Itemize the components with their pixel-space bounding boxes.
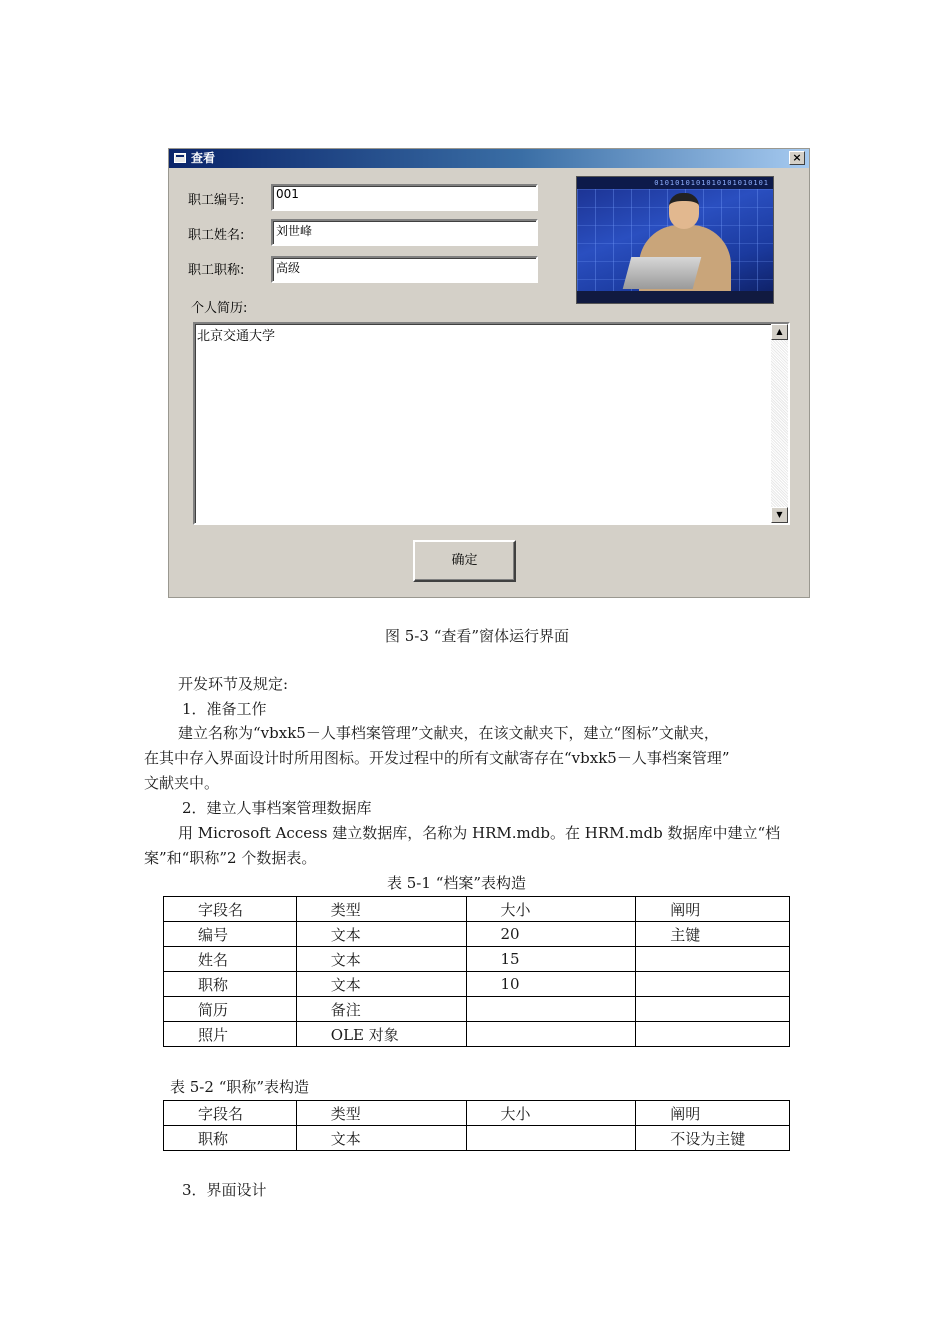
resume-label: 个人简历: — [191, 301, 248, 316]
table-cell: 职称 — [164, 972, 297, 997]
step2-body-line1: 用 Microsoft Access 建立数据库，名称为 HRM.mdb。在 HRM.mdb 数据库中建立“档 — [178, 824, 781, 842]
step1-heading: 1．准备工作 — [182, 700, 267, 718]
table-cell — [636, 1022, 790, 1047]
window-app-icon — [174, 153, 186, 163]
resume-text: 北京交通大学 — [197, 329, 276, 344]
table-cell: 不设为主键 — [636, 1126, 790, 1151]
table1-caption: 表 5-1 “档案”表构造 — [387, 874, 527, 892]
table-header-cell: 大小 — [466, 897, 636, 922]
step1-body-line3: 文献夹中。 — [144, 774, 220, 792]
table-header-row — [164, 897, 790, 922]
table-cell: 20 — [466, 922, 636, 947]
table-cell: 10 — [466, 972, 636, 997]
resume-textarea[interactable] — [193, 322, 790, 525]
table-row — [164, 972, 790, 997]
table-header-cell: 类型 — [296, 1101, 466, 1126]
scroll-up-arrow-icon[interactable]: ▲ — [771, 324, 788, 340]
table-cell: 照片 — [164, 1022, 297, 1047]
table-row — [164, 947, 790, 972]
step1-body-line2: 在其中存入界面设计时所用图标。开发过程中的所有文献寄存在“vbxk5－人事档案管理” — [144, 749, 730, 767]
archive-table — [163, 896, 790, 1047]
table-cell — [466, 1022, 636, 1047]
table-cell: 文本 — [296, 972, 466, 997]
window-title: 查看 — [191, 151, 216, 165]
photo-banner: 0101010101010101010101 — [577, 177, 773, 189]
table-row — [164, 997, 790, 1022]
table-cell: 姓名 — [164, 947, 297, 972]
table-header-cell: 字段名 — [164, 1101, 297, 1126]
employee-name-field[interactable]: 刘世峰 — [271, 219, 538, 246]
employee-id-label: 职工编号: — [188, 193, 245, 208]
table-header-cell: 类型 — [296, 897, 466, 922]
step1-body-line1: 建立名称为“vbxk5－人事档案管理”文献夹，在该文献夹下，建立“图标”文献夹， — [178, 724, 719, 742]
table-cell: OLE 对象 — [296, 1022, 466, 1047]
table-cell — [466, 997, 636, 1022]
table-header-cell: 字段名 — [164, 897, 297, 922]
close-button[interactable]: × — [789, 151, 805, 165]
table-cell: 职称 — [164, 1126, 297, 1151]
figure-caption: 图 5-3 “查看”窗体运行界面 — [385, 627, 570, 645]
table-cell: 文本 — [296, 1126, 466, 1151]
employee-title-field[interactable]: 高级 — [271, 256, 538, 283]
table-header-cell: 大小 — [466, 1101, 636, 1126]
table-header-cell: 阐明 — [636, 897, 790, 922]
step2-heading: 2．建立人事档案管理数据库 — [182, 799, 372, 817]
table2-caption: 表 5-2 “职称”表构造 — [170, 1078, 310, 1096]
table-cell: 文本 — [296, 947, 466, 972]
table-cell — [466, 1126, 636, 1151]
table-cell: 编号 — [164, 922, 297, 947]
table-cell: 15 — [466, 947, 636, 972]
table-cell: 文本 — [296, 922, 466, 947]
table-cell — [636, 997, 790, 1022]
table-cell: 主键 — [636, 922, 790, 947]
table-cell — [636, 947, 790, 972]
table-cell — [636, 972, 790, 997]
table-header-row — [164, 1101, 790, 1126]
scroll-down-arrow-icon[interactable]: ▼ — [771, 507, 788, 523]
table-cell: 备注 — [296, 997, 466, 1022]
employee-photo — [576, 176, 774, 304]
table-header-cell: 阐明 — [636, 1101, 790, 1126]
ok-button[interactable]: 确定 — [413, 540, 516, 582]
employee-name-label: 职工姓名: — [188, 228, 245, 243]
dev-heading: 开发环节及规定: — [178, 675, 289, 693]
table-cell: 简历 — [164, 997, 297, 1022]
laptop-image — [623, 257, 702, 289]
step3-heading: 3．界面设计 — [182, 1181, 267, 1199]
view-form-window — [168, 148, 810, 598]
title-table — [163, 1100, 790, 1151]
employee-title-label: 职工职称: — [188, 263, 245, 278]
step2-body-line2: 案”和“职称”2 个数据表。 — [144, 849, 317, 867]
table-row — [164, 1126, 790, 1151]
window-titlebar[interactable] — [169, 149, 809, 168]
resume-scrollbar[interactable] — [771, 324, 788, 523]
employee-id-field[interactable]: 001 — [271, 184, 538, 211]
table-row — [164, 922, 790, 947]
table-row — [164, 1022, 790, 1047]
